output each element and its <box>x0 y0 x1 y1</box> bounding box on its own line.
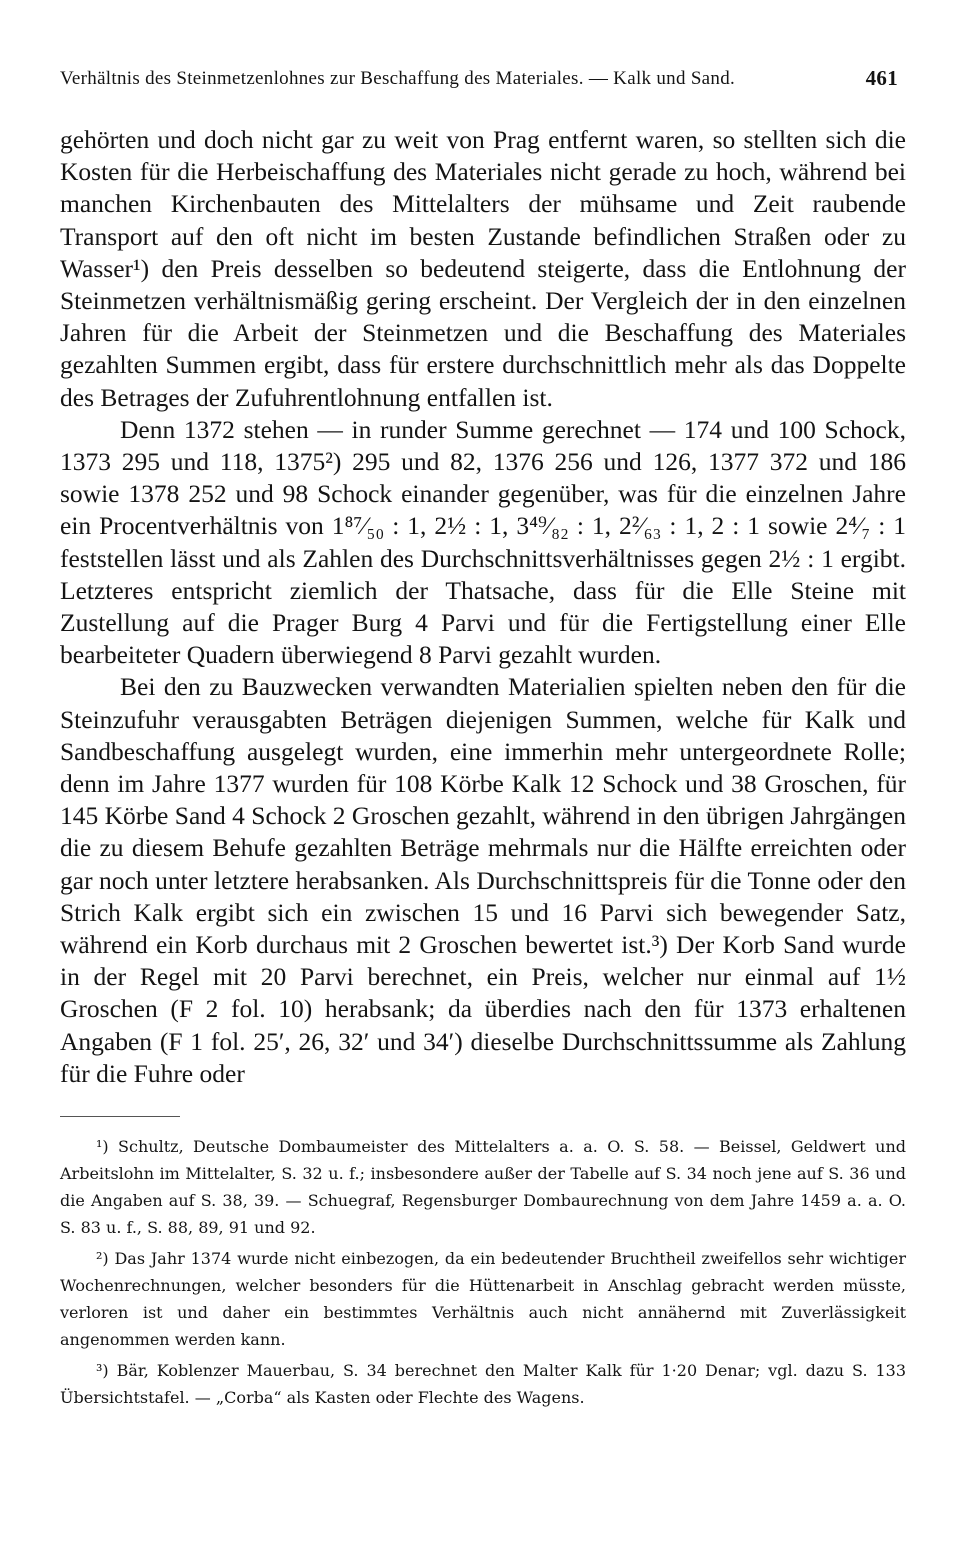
footnote-1: ¹) Schultz, Deutsche Dombaumeister des Mittelalters a. a. O. S. 58. — Beissel, Geldwert und Arbeitslohn im Mittelalter, S. 32 u. f.; insbesondere außer der Tabelle auf S. 34 noch jene auf S. 36 und die Angaben auf S. 38, 39. — Schuegraf, Regensburger Dombaurechnung von dem Jahre 1459 a. a. O. S. 83 u. f., S. 88, 89, 91 und 92. <box>60 1137 906 1238</box>
footnotes <box>60 1133 906 1411</box>
running-head-title: Verhältnis des Steinmetzenlohnes zur Beschaffung des Materiales. — Kalk und Sand. <box>60 68 736 89</box>
footnote-3: ³) Bär, Koblenzer Mauerbau, S. 34 berechnet den Malter Kalk für 1·20 Denar; vgl. dazu S. 133 Übersichtstafel. — „Corba“ als Kasten oder Flechte des Wagens. <box>60 1361 906 1408</box>
document-page <box>60 64 906 1415</box>
paragraph-materials: Bei den zu Bauzwecken verwandten Materialien spielten neben den für die Steinzufuhr verausgabten Beträgen diejenigen Summen, welche für Kalk und Sandbeschaffung ausgelegt wurden, eine immerhin mehr untergeordnete Rolle; denn im Jahre 1377 wurden für 108 Körbe Kalk 12 Schock und 38 Groschen, für 145 Körbe Sand 4 Schock 2 Groschen gezahlt, während in den übrigen Jahrgängen die zu diesem Behufe gezahlten Beträge mehrmals nur die Hälfte erreichten oder gar noch unter letztere herabsanken. Als Durchschnittspreis für die Tonne oder den Strich Kalk ergibt sich ein zwischen 15 und 16 Parvi sich bewegender Satz, während ein Korb durchaus mit 2 Groschen bewertet ist.³) Der Korb Sand wurde in der Regel mit 20 Parvi berechnet, ein Preis, welcher nur einmal auf 1½ Groschen (F 2 fol. 10) herabsank; da überdies nach den für 1373 erhaltenen Angaben (F 1 fol. 25′, 26, 32′ und 34′) dieselbe Durchschnittssumme als Zahlung für die Fuhre oder <box>60 672 906 1088</box>
footnote-2: ²) Das Jahr 1374 wurde nicht einbezogen, da ein bedeutender Bruchtheil zweifellos sehr wichtiger Wochenrechnungen, welcher besonders für die Hüttenarbeit in Anschlag gebracht werden müsste, verloren ist und daher ein bestimmtes Verhältnis auch nicht annähernd mit Zuverlässigkeit angenommen werden kann. <box>60 1249 906 1350</box>
paragraph-ratios: Denn 1372 stehen — in runder Summe gerechnet — 174 und 100 Schock, 1373 295 und 118, 1375²) 295 und 82, 1376 256 und 126, 1377 372 und 186 sowie 1378 252 und 98 Schock einander gegenüber, was für die einzelnen Jahre ein Procentverhältnis von 1⁸⁷⁄₅₀ : 1, 2½ : 1, 3⁴⁹⁄₈₂ : 1, 2²⁄₆₃ : 1, 2 : 1 sowie 2⁴⁄₇ : 1 feststellen lässt und als Zahlen des Durchschnittsverhältnisses gegen 2½ : 1 ergibt. Letzteres entspricht ziemlich der Thatsache, dass für die Elle Steine mit Zustellung auf die Prager Burg 4 Parvi und für die Fertigstellung einer Elle bearbeiteter Quadern überwiegend 8 Parvi gezahlt wurden. <box>60 414 906 670</box>
footnote-divider <box>60 1116 180 1117</box>
running-header <box>60 64 906 96</box>
paragraph-continuation: gehörten und doch nicht gar zu weit von Prag entfernt waren, so stellten sich die Kosten für die Herbeischaffung des Materiales nicht gerade zu hoch, während bei manchen Kirchenbauten des Mittelalters der mühsame und Zeit raubende Transport auf den oft nicht im besten Zustande befindlichen Straßen oder zu Wasser¹) den Preis desselben so bedeutend steigerte, dass die Entlohnung der Steinmetzen verhältnismäßig gering erscheint. Der Vergleich der in den einzelnen Jahren für die Arbeit der Steinmetzen und die Beschaffung des Materiales gezahlten Summen ergibt, dass für erstere durchschnittlich mehr als das Doppelte des Betrages der Zufuhrentlohnung entfallen ist. <box>60 125 906 412</box>
page-number: 461 <box>865 66 898 90</box>
main-text <box>60 124 906 1090</box>
